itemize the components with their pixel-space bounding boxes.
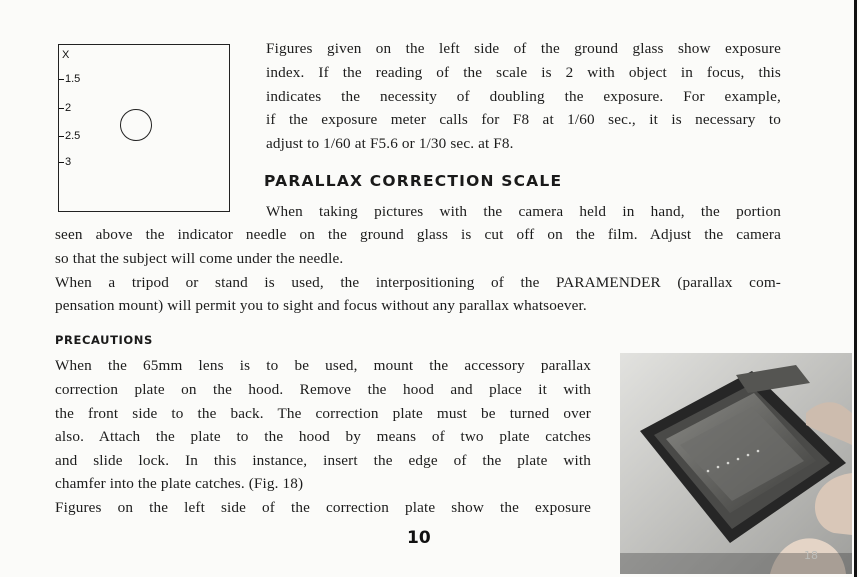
scale-mark-2-5: 2.5: [59, 130, 80, 142]
precautions-heading: PRECAUTIONS: [55, 333, 153, 347]
text-line: chamfer into the plate catches. (Fig. 18): [55, 475, 304, 492]
photo-illustration: [620, 353, 852, 574]
correction-plate-photo: [620, 353, 852, 574]
text-line: correction plate on the hood. Remove the hood and place it with: [55, 381, 591, 398]
text-line: indicates the necessity of doubling the exposure. For example,: [266, 88, 781, 105]
text-line: adjust to 1/60 at F5.6 or 1/30 sec. at F8.: [266, 135, 514, 152]
scale-mark-3: 3: [59, 156, 71, 168]
text-line: the front side to the back. The correction plate must be turned over: [55, 405, 591, 422]
page-number: 10: [407, 528, 431, 548]
text-line: index. If the reading of the scale is 2 with object in focus, this: [266, 64, 781, 81]
text-line: also. Attach the plate to the hood by means of two plate catches: [55, 428, 591, 445]
text-line: pensation mount) will permit you to sight and focus without any parallax whatsoever.: [55, 297, 587, 314]
text-line: and slide lock. In this instance, insert the edge of the plate with: [55, 452, 591, 469]
scale-mark-x: X: [62, 49, 70, 61]
exposure-scale: [59, 45, 99, 213]
text-line: When a tripod or stand is used, the interpositioning of the PARAMENDER (parallax com-: [55, 274, 781, 291]
text-line: When taking pictures with the camera held in hand, the portion: [266, 203, 781, 220]
page-edge: [854, 0, 857, 577]
scale-mark-2: 2: [59, 102, 71, 114]
ground-glass-diagram: [58, 44, 230, 212]
text-line: if the exposure meter calls for F8 at 1/60 sec., it is necessary to: [266, 111, 781, 128]
text-line: so that the subject will come under the needle.: [55, 250, 344, 267]
text-line: Figures given on the left side of the ground glass show exposure: [266, 40, 781, 57]
text-line: seen above the indicator needle on the ground glass is cut off on the film. Adjust the camera: [55, 226, 781, 243]
text-line: Figures on the left side of the correction plate show the exposure: [55, 499, 591, 516]
focus-circle: [120, 109, 152, 141]
scale-mark-1-5: 1.5: [59, 73, 80, 85]
figure-label: 18: [804, 549, 818, 562]
parallax-heading: PARALLAX CORRECTION SCALE: [264, 172, 563, 190]
text-line: When the 65mm lens is to be used, mount the accessory parallax: [55, 357, 591, 374]
